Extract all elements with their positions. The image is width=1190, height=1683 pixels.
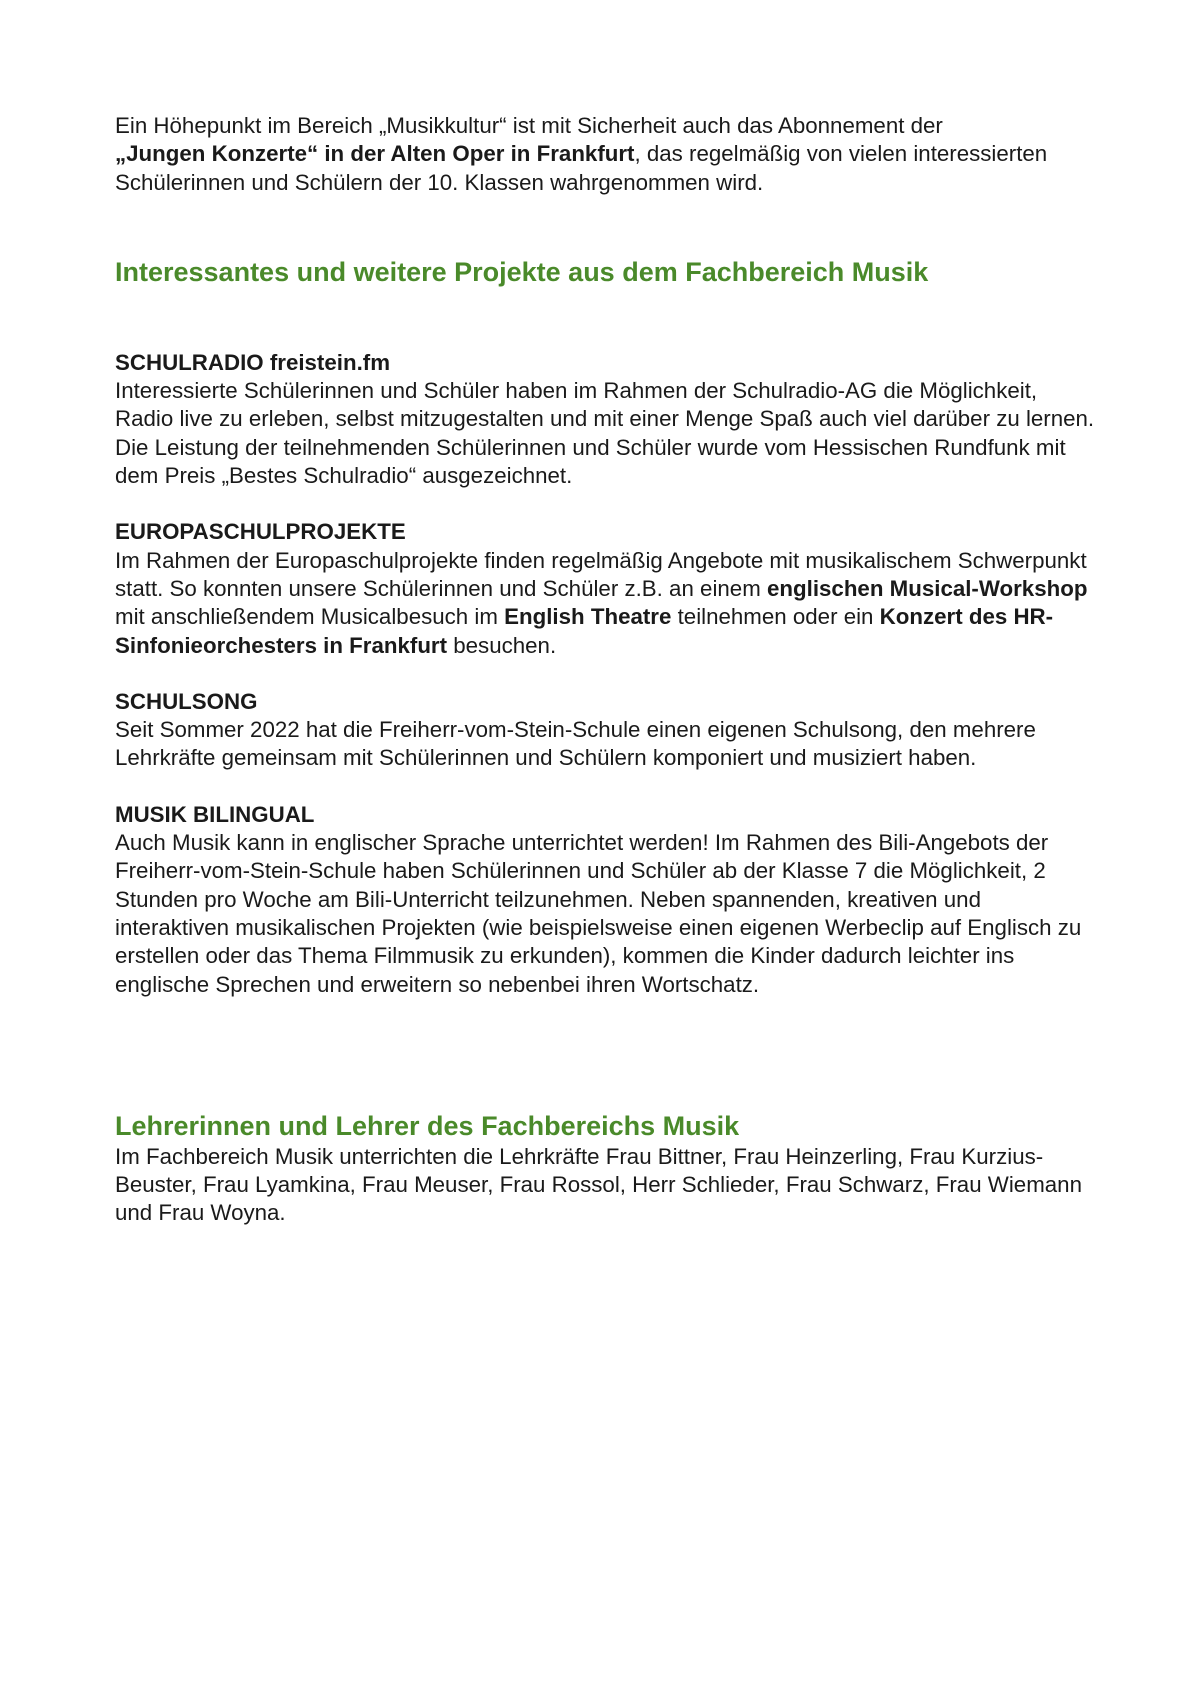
europa-text (115, 547, 1095, 660)
bilingual-title: MUSIK BILINGUAL (115, 801, 315, 827)
schulradio-title: SCHULRADIO freistein.fm (115, 349, 391, 375)
europa-text-1: Im Rahmen der Europaschulprojekte finden regelmäßig Angebote mit musikalischem Schwerpunkt statt. So konnten unsere Schülerinnen und Schüler z.B. an einem (115, 547, 1087, 601)
europa-title: EUROPASCHULPROJEKTE (115, 519, 406, 545)
intro-bold-jungen-konzerte: „Jungen Konzerte“ in der Alten Oper in Frankfurt (115, 141, 635, 167)
europa-bold-hr-konzert: Konzert des HR-Sinfonieorchesters in Frankfurt (115, 604, 1054, 658)
teachers-heading: Lehrerinnen und Lehrer des Fachbereichs Musik (115, 1110, 740, 1141)
section-musik-bilingual (115, 801, 1095, 999)
section-schulsong (115, 688, 1095, 773)
teachers-text: Im Fachbereich Musik unterrichten die Lehrkräfte Frau Bittner, Frau Heinzerling, Frau Kurzius-Beuster, Frau Lyamkina, Frau Meuser, Frau Rossol, Herr Schlieder, Frau Schwarz, Frau Wiemann und Frau Woyna. (115, 1143, 1082, 1226)
europa-bold-english-theatre: English Theatre (504, 604, 672, 630)
europa-text-3: teilnehmen oder ein (677, 604, 874, 630)
intro-paragraph (115, 112, 1095, 197)
document-page (115, 112, 1095, 1228)
intro-text-2: , das regelmäßig von vielen interessierten Schülerinnen und Schülern der 10. Klassen wahrgenommen wird. (115, 141, 1048, 195)
europa-text-4: besuchen. (453, 632, 557, 658)
schulsong-title: SCHULSONG (115, 688, 258, 714)
bilingual-text: Auch Musik kann in englischer Sprache unterrichtet werden! Im Rahmen des Bili-Angebots der Freiherr-vom-Stein-Schule haben Schülerinnen und Schüler ab der Klasse 7 die Möglichkeit, 2 Stunden pro Woche am Bili-Unterricht teilzunehmen. Neben spannenden, kreativen und interaktiven musikalischen Projekten (wie beispielsweise einen eigenen Werbeclip auf Englisch zu erstellen oder das Thema Filmmusik zu erkunden), kommen die Kinder dadurch leichter ins englische Sprechen und erweitern so nebenbei ihren Wortschatz. (115, 830, 1082, 997)
section-schulradio (115, 349, 1095, 490)
europa-text-2: mit anschließendem Musicalbesuch im (115, 604, 498, 630)
europa-bold-musical-workshop: englischen Musical-Workshop (766, 575, 1088, 601)
schulradio-text: Interessierte Schülerinnen und Schüler haben im Rahmen der Schulradio-AG die Möglichkeit, Radio live zu erleben, selbst mitzugestalten und mit einer Menge Spaß auch viel darüber zu lernen. Die Leistung der teilnehmenden Schülerinnen und Schüler wurde vom Hessischen Rundfunk mit dem Preis „Bestes Schulradio“ ausgezeichnet. (115, 378, 1095, 489)
schulsong-text: Seit Sommer 2022 hat die Freiherr-vom-Stein-Schule einen eigenen Schulsong, den mehrere Lehrkräfte gemeinsam mit Schülerinnen und Schülern komponiert und musiziert haben. (115, 717, 1036, 771)
section-europaschulprojekte (115, 518, 1095, 659)
intro-text-1: Ein Höhepunkt im Bereich „Musikkultur“ ist mit Sicherheit auch das Abonnement der (115, 113, 943, 138)
projects-heading: Interessantes und weitere Projekte aus dem Fachbereich Musik (115, 256, 929, 287)
